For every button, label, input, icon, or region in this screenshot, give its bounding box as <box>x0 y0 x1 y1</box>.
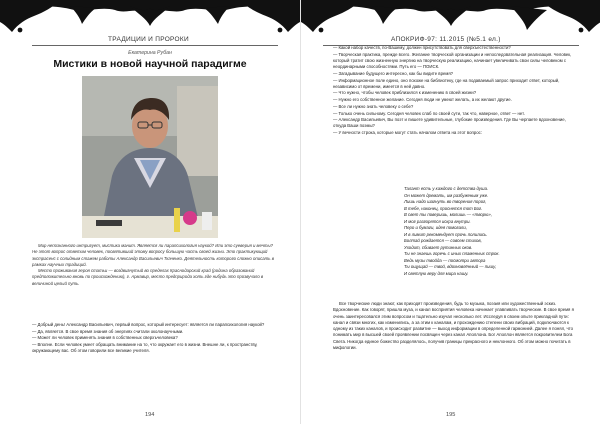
closing-paragraph <box>333 301 579 351</box>
dialog-line: — Может ли человек применять знания в собственных сверхъчеловека? <box>32 335 178 341</box>
ornament-header-left <box>0 0 300 40</box>
intro-paragraph: Место проживания героя статьи — воздвигнутый во пределах Краснодарский край (родина образований предположительно вновь по происхождению), г. Армавир, место предприрода хоть где нибудь это прозвучало в величиной целый путь. <box>32 268 264 286</box>
closing-text: Все творческие люди знают, как приходят произведения, будь то музыка, поэзия или художественный эскиз. Вдохновение. Как говорят, пришла муза, и канал восприятия человека начинает улавливать творческие. В свое время я очень заинтересовался этим вопросом и тщательно изучал несколько лет. Исследуя в своем опыте прикладной пути: канал и связи многих, как изменились, а за этим к каналам, и прохождению степени своих вибраций, подключаются к одному из таких каналов, и происходит развитие — выход информации в определенной гармонией. Далее я понял, что понимать мир в высшей своей проявлении посвящен через канал Аполлона. Бог Аполлон является покровителем Бога Света. Никогда единое божество разделялось, получив границы прекрасного и неклонного. Об этом можно почитать в мифологии. <box>333 301 574 351</box>
dialog-line: — Загадывание будущего интересно, как бы видите время? <box>333 70 454 76</box>
section-label: ТРАДИЦИИ И ПРОРОКИ <box>108 36 189 43</box>
poem-line: В тебе, наконец, проснется тот Бог. <box>404 205 483 211</box>
poem-line: И светлую веру для мира нашу. <box>404 270 469 276</box>
interview-dialog <box>32 322 278 355</box>
page-number: 195 <box>446 412 456 418</box>
poem-line: Лишь надо шагнуть во творения порог, <box>404 199 487 204</box>
poem-line: И в лимит рекомендует прочь полились. <box>404 231 488 237</box>
poem-line: В свет ты поверишь, молишь — «творю», <box>404 212 492 217</box>
dialog-line: — Информационное поле едино, оно похоже на библиотеку, где на подаваемый запрос приходит ответ, который, независимо от времени, имеется в ней давно. <box>333 77 560 89</box>
author-name: Екатерина Рубан <box>128 50 172 56</box>
header-rule <box>32 45 278 46</box>
poem-line: Ты не знаешь горечь с иных пламенных строк. <box>404 251 500 256</box>
dialog-line: — Вполне. Если человек умеет обращать внимание на то, что окружает его в жизни. Внешне ли, к пространству, окружающему вас. Об этом говорили все великие учителя. <box>32 342 258 354</box>
interview-dialog <box>333 45 579 137</box>
dialog-line: — Александр Васильевич, Вы поэт и пишете удивительные, глубокие произведения. Где Вы черпаете вдохновение, откуда Ваши поэмы? <box>333 117 566 129</box>
poem <box>404 186 584 277</box>
page-number: 194 <box>145 412 155 418</box>
dialog-line: — Какой набор качеств, по-Вашему, должен присутствовать для сверхъестественности? <box>333 45 511 50</box>
poem-line: Ты ощущай — твой, вдохновлённый — пишу, <box>404 264 497 269</box>
section-label: АПОКРИФ-97: 11.2015 (№5.1 ел.) <box>391 36 501 43</box>
dialog-line: — Все ли нужно знать человеку о себе? <box>333 103 414 109</box>
dialog-line: — Да, является. В свое время знания об энергиях считали околонаучными. <box>32 328 184 334</box>
author-photo <box>82 76 218 238</box>
poem-line: Болтай рождается — совсем стихов, <box>404 238 482 243</box>
poem-line: Уходит, сбивает рутинных оков. <box>404 244 473 250</box>
poem-line: И мог разгорятся искра внутри. <box>404 218 471 224</box>
dialog-line: — Что нужно, чтобы человек приблизился к изменению в своей жизни? <box>333 90 477 96</box>
poem-line: Ведь музы твойда — посмотри автора <box>404 257 486 263</box>
article-intro <box>32 243 278 287</box>
article-title: Мистики в новой научной парадигме <box>53 58 247 70</box>
dialog-line: — Добрый день! Александр Васильевич, первый вопрос, который интересует: является ли парапсихология наукой? <box>32 322 265 327</box>
poem-line: Талант есть у каждого с детства душа. <box>404 186 489 191</box>
ornament-header-right <box>301 0 600 40</box>
dialog-line: — У вечности строка, которые могут стать началом ответа на этот вопрос: <box>333 130 482 136</box>
right-page <box>300 0 600 424</box>
poem-line: Перо и бумаги, идея помогали, <box>404 225 467 230</box>
dialog-line: — Только очень сильному. Сегодня человек слаб по своей сути, так что, наверное, ответ — нет. <box>333 110 525 116</box>
intro-paragraph: Мир непознанного интригует, мистика манит. Является ли парапсихология наукой? Или это суеверия и мечты? Не этот вопрос ответим человек, посвятивший этому вопросу большую часть своей жизни. Это практикующий экстрасенс с солидным стажем работы Александр Васильевич Ткаченко. Деятельность которого сложно описать в рамках научных традиций. <box>32 243 274 267</box>
poem-line: Он может дремать, им разбуженым уже. <box>404 192 489 198</box>
dialog-line: — Творческая практика, прежде всего. Желание творческой организации и непоследовательная реализация. Человек, который тратит свою жизненную энергию на творческую реализацию, начинает увеличивать свои силы человеком с неординарными способностями. Путь его — ПОИСК. <box>333 51 572 70</box>
dialog-line: — Нужно его собственное желание. Сегодня люди не умеют желать, а их желают другие. <box>333 97 512 103</box>
